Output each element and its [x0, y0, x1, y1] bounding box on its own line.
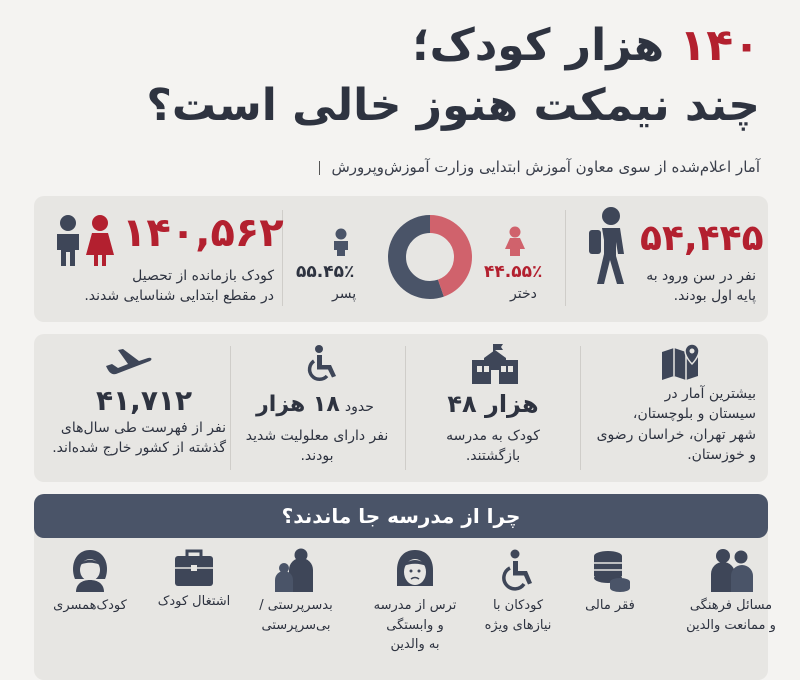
reason-line: ترس از مدرسه — [373, 598, 457, 613]
reason-line: و وابستگی — [386, 617, 444, 633]
title-line-1-text: هزار کودک؛ — [412, 20, 680, 71]
disabled-prefix: حدود — [344, 399, 374, 415]
returned-text — [418, 426, 568, 467]
girl-icon — [504, 226, 526, 260]
coins-icon — [588, 548, 632, 592]
boy-percent: ۵۵.۴۵٪ — [296, 262, 355, 282]
divider — [580, 346, 581, 470]
children-icon — [48, 214, 120, 270]
airplane-icon — [104, 346, 152, 384]
reason-child-labor — [146, 548, 242, 612]
subtitle-divider — [319, 161, 320, 175]
disabled-value — [240, 392, 390, 417]
subtitle — [319, 158, 761, 176]
walking-child-icon — [583, 206, 635, 294]
girl-face-icon — [393, 548, 437, 592]
boy-icon — [330, 228, 352, 260]
subtitle-text: آمار اعلام‌شده از سوی معاون آموزش ابتدایی وزارت آموزش‌وپرورش — [331, 158, 760, 176]
disabled-text — [244, 426, 390, 467]
provinces-text-line-4: و خوزستان. — [687, 446, 756, 463]
map-pin-icon — [660, 342, 706, 386]
divider — [230, 346, 231, 470]
emigrated-text-line-2: گذشته از کشور خارج شده‌اند. — [52, 440, 226, 457]
school-icon — [470, 344, 520, 388]
reason-guardianship — [244, 548, 348, 635]
child-bride-icon — [68, 548, 112, 592]
reason-cultural — [676, 548, 786, 635]
reason-child-marriage — [40, 548, 140, 616]
first-grade-age-number: ۵۴,۴۴۵ — [640, 218, 764, 259]
provinces-text — [590, 384, 756, 465]
reason-line: مسائل فرهنگی — [689, 598, 773, 613]
disabled-number: ۱۸ هزار — [256, 392, 340, 417]
title-line-2: چند نیمکت هنوز خالی است؟ — [146, 80, 760, 131]
gender-donut-chart — [385, 212, 475, 306]
reason-line: و ممانعت والدین — [686, 617, 776, 633]
reason-line: فقر مالی — [585, 598, 635, 613]
returned-text-line-1: کودک به مدرسه — [446, 428, 540, 444]
wheelchair-icon — [302, 344, 342, 388]
emigrated-number: ۴۱,۷۱۲ — [96, 384, 193, 417]
reason-line: کودک‌همسری — [53, 598, 127, 613]
reason-special-needs — [470, 548, 566, 635]
reason-line: بی‌سرپرستی — [261, 617, 331, 633]
emigrated-text-line-1: نفر از فهرست طی سال‌های — [60, 420, 226, 436]
divider — [565, 210, 566, 306]
disabled-text-line-2: بودند. — [300, 448, 334, 465]
title-number: ۱۴۰ — [679, 20, 760, 71]
first-grade-text-line-2: پایه اول بودند. — [673, 288, 756, 305]
total-out-of-school-text — [44, 266, 274, 307]
first-grade-text-line-1: نفر در سن ورود به — [646, 268, 756, 284]
guardian-icon — [271, 548, 321, 592]
divider — [405, 346, 406, 470]
title-line-1 — [40, 20, 760, 71]
reasons-heading: چرا از مدرسه جا ماندند؟ — [34, 494, 768, 538]
boy-label: پسر — [332, 286, 357, 302]
reason-line: به والدین — [390, 637, 440, 652]
wheelchair-icon — [498, 548, 538, 592]
returned-number: ۴۸ هزار — [447, 390, 539, 418]
girl-label: دختر — [510, 286, 537, 302]
girl-percent: ۴۴.۵۵٪ — [484, 262, 543, 282]
reason-fear — [365, 548, 465, 655]
disabled-text-line-1: نفر دارای معلولیت شدید — [245, 428, 389, 444]
reason-poverty — [560, 548, 660, 616]
reason-line: اشتغال کودک — [157, 594, 231, 609]
emigrated-text — [40, 418, 226, 459]
family-icon — [703, 548, 759, 592]
briefcase-icon — [172, 548, 216, 588]
provinces-text-line-2: سیستان و بلوچستان، — [632, 406, 756, 423]
reason-line: بدسرپرستی / — [259, 598, 333, 613]
provinces-text-line-1: بیشترین آمار در — [664, 386, 756, 402]
total-out-of-school-number: ۱۴۰,۵۶۲ — [122, 210, 284, 256]
first-grade-age-text — [630, 266, 756, 307]
reason-line: نیازهای ویژه — [484, 617, 552, 633]
total-text-line-2: در مقطع ابتدایی شناسایی شدند. — [84, 288, 274, 305]
returned-text-line-2: بازگشتند. — [465, 448, 521, 465]
provinces-text-line-3: شهر تهران، خراسان رضوی — [596, 426, 756, 443]
total-text-line-1: کودک بازمانده از تحصیل — [132, 268, 274, 284]
reason-line: کودکان با — [492, 598, 544, 613]
